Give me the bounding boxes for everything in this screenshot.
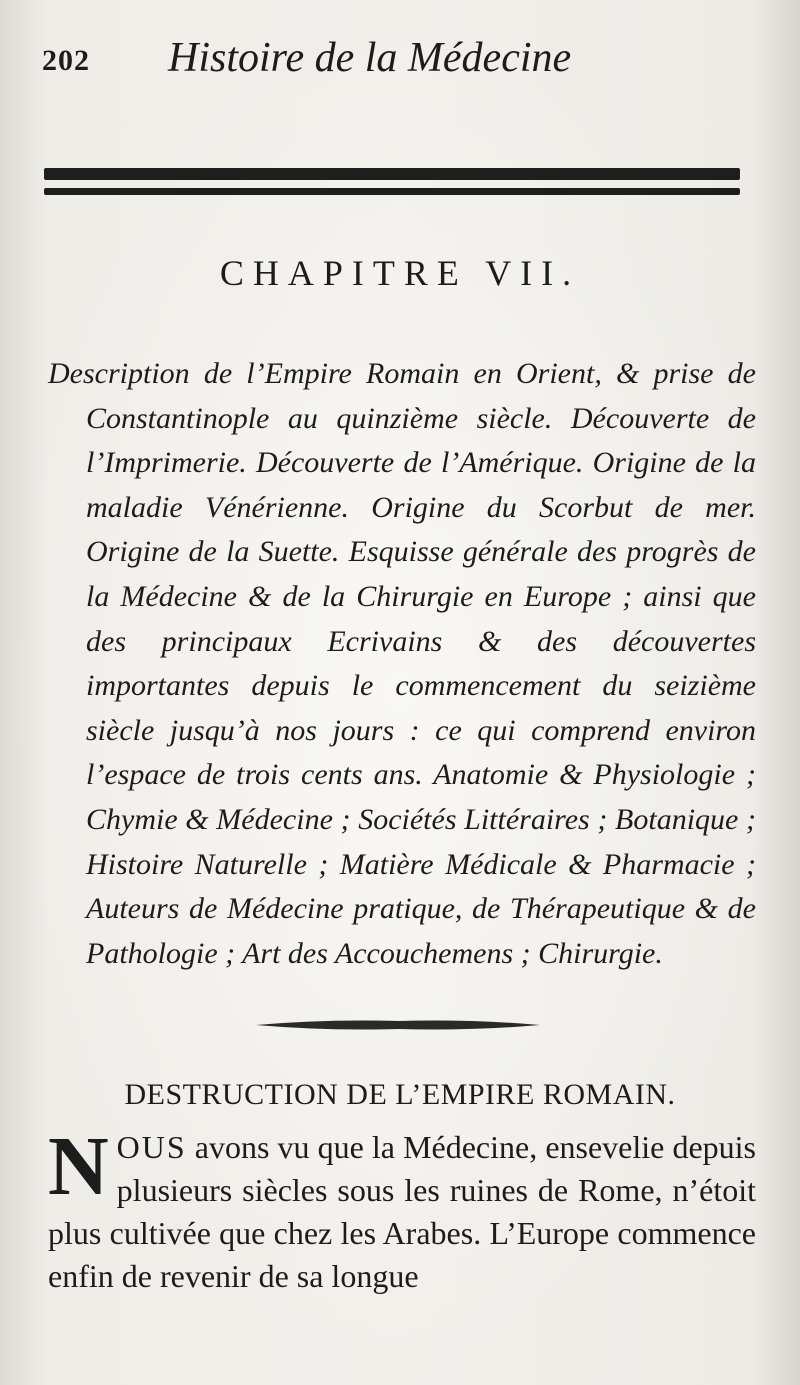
page-header [40, 30, 740, 100]
summary-text: de Constantinople au quinzième siècle. Découverte de l’Imprimerie. Découverte de l’Amérique. Origine de la maladie Vénérienne. Origine du Scorbut de mer. Origine de la Suette. Esquisse générale des progrès de la Médecine & de la Chirurgie en Europe ; ainsi que des principaux Ecrivains & des découvertes importantes depuis le commencement du seizième siècle jusqu’à nos jours : ce qui comprend environ l’espace de trois cents ans. Anatomie & Physiologie ; Chymie & Médecine ; Sociétés Littéraires ; Botanique ; Histoire Naturelle ; Matière Médicale & Pharmacie ; Auteurs de Médecine pratique, de Thérapeutique & de Pathologie ; Art des Accouchemens ; Chirurgie. [86, 357, 756, 970]
chapter-title: CHAPITRE VII. [219, 253, 581, 293]
ornamental-rule [256, 1018, 540, 1032]
body-paragraph [48, 1120, 756, 1298]
double-rule-divider [44, 168, 740, 198]
summary-first-line: Description de l’Empire Romain en Orient, & prise [48, 357, 714, 390]
drop-cap: N [48, 1120, 109, 1213]
section-heading: DESTRUCTION DE L’EMPIRE ROMAIN. [124, 1078, 676, 1111]
page-number: 202 [42, 44, 90, 77]
paragraph-text: avons vu que la Médecine, ensevelie depuis plusieurs siècles sous les ruines de Rome, n’étoit plus cultivée que chez les Arabes. L’Europe commence enfin de revenir de sa longue [48, 1129, 756, 1294]
running-title: Histoire de la Médecine [168, 35, 572, 81]
chapter-summary [48, 352, 756, 976]
lead-word: OUS [116, 1129, 187, 1165]
